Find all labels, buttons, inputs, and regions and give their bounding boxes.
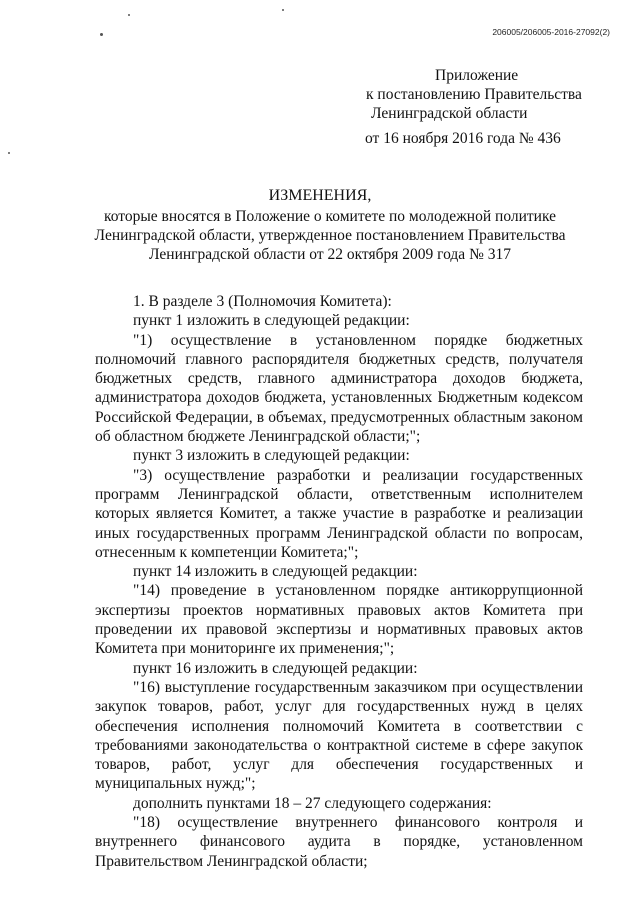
amendment-item: "3) осуществление разработки и реализации государственных программ Ленинградской области, ответственным исполнителем которых является Комитет, а также участие в разработке и реализации иных государственных программ Ленинградской области по вопросам, отнесенным к компетенции Комитета;"; [95,466,583,561]
amendment-item: "16) выступление государственным заказчиком при осуществлении закупок товаров, работ, услуг для государственных нужд в целях обеспечения исполнения полномочий Комитета в соответствии с требованиями законодательства о контрактной системе в сфере закупок товаров, работ, услуг для обеспечения государственных и муниципальных нужд;"; [95,678,583,793]
document-body [95,292,583,871]
appendix-block [365,66,615,148]
instruction-paragraph: пункт 1 изложить в следующей редакции: [133,312,410,330]
scan-speck [128,14,130,16]
instruction-paragraph: дополнить пунктами 18 – 27 следующего содержания: [133,794,492,812]
instruction-paragraph: пункт 3 изложить в следующей редакции: [133,447,410,465]
scan-speck [100,33,103,36]
amendment-item: "1) осуществление в установленном порядке бюджетных полномочий главного распорядителя бюджетных средств, получателя бюджетных средств, главного администратора доходов бюджета, администратора доходов бюджета, установленных Бюджетным кодексом Российской Федерации, в объемах, предусмотренных областным законом об областном бюджете Ленинградской области;"; [95,331,583,446]
document-subtitle: которые вносятся в Положение о комитете по молодежной политике Ленинградской области, утвержденное постановлением Правительства Ленинградской области от 22 октября 2009 года № 317 [94,208,566,263]
scan-speck [8,152,10,154]
section-intro: 1. В разделе 3 (Полномочия Комитета): [133,293,392,310]
scan-speck [282,9,284,11]
instruction-paragraph: пункт 16 изложить в следующей редакции: [133,659,418,677]
document-id: 206005/206005-2016-27092(2) [492,27,610,37]
instruction-paragraph: пункт 14 изложить в следующей редакции: [133,563,418,581]
appendix-resolution: к постановлению Правительства [366,86,582,103]
appendix-label: Приложение [435,67,519,84]
amendment-item: "18) осуществление внутреннего финансового контроля и внутреннего финансового аудита в порядке, установленном Правительством Ленинградской области; [95,814,583,870]
document-title: ИЗМЕНЕНИЯ, [268,187,372,204]
amendment-item: "14) проведение в установленном порядке антикоррупционной экспертизы проектов нормативных правовых актов Комитета при проведении их правовой экспертизы и нормативных правовых актов Комитета при мониторинге их применения;"; [95,582,583,658]
appendix-date: от 16 ноября 2016 года № 436 [365,130,561,147]
appendix-region: Ленинградской области [371,105,528,122]
